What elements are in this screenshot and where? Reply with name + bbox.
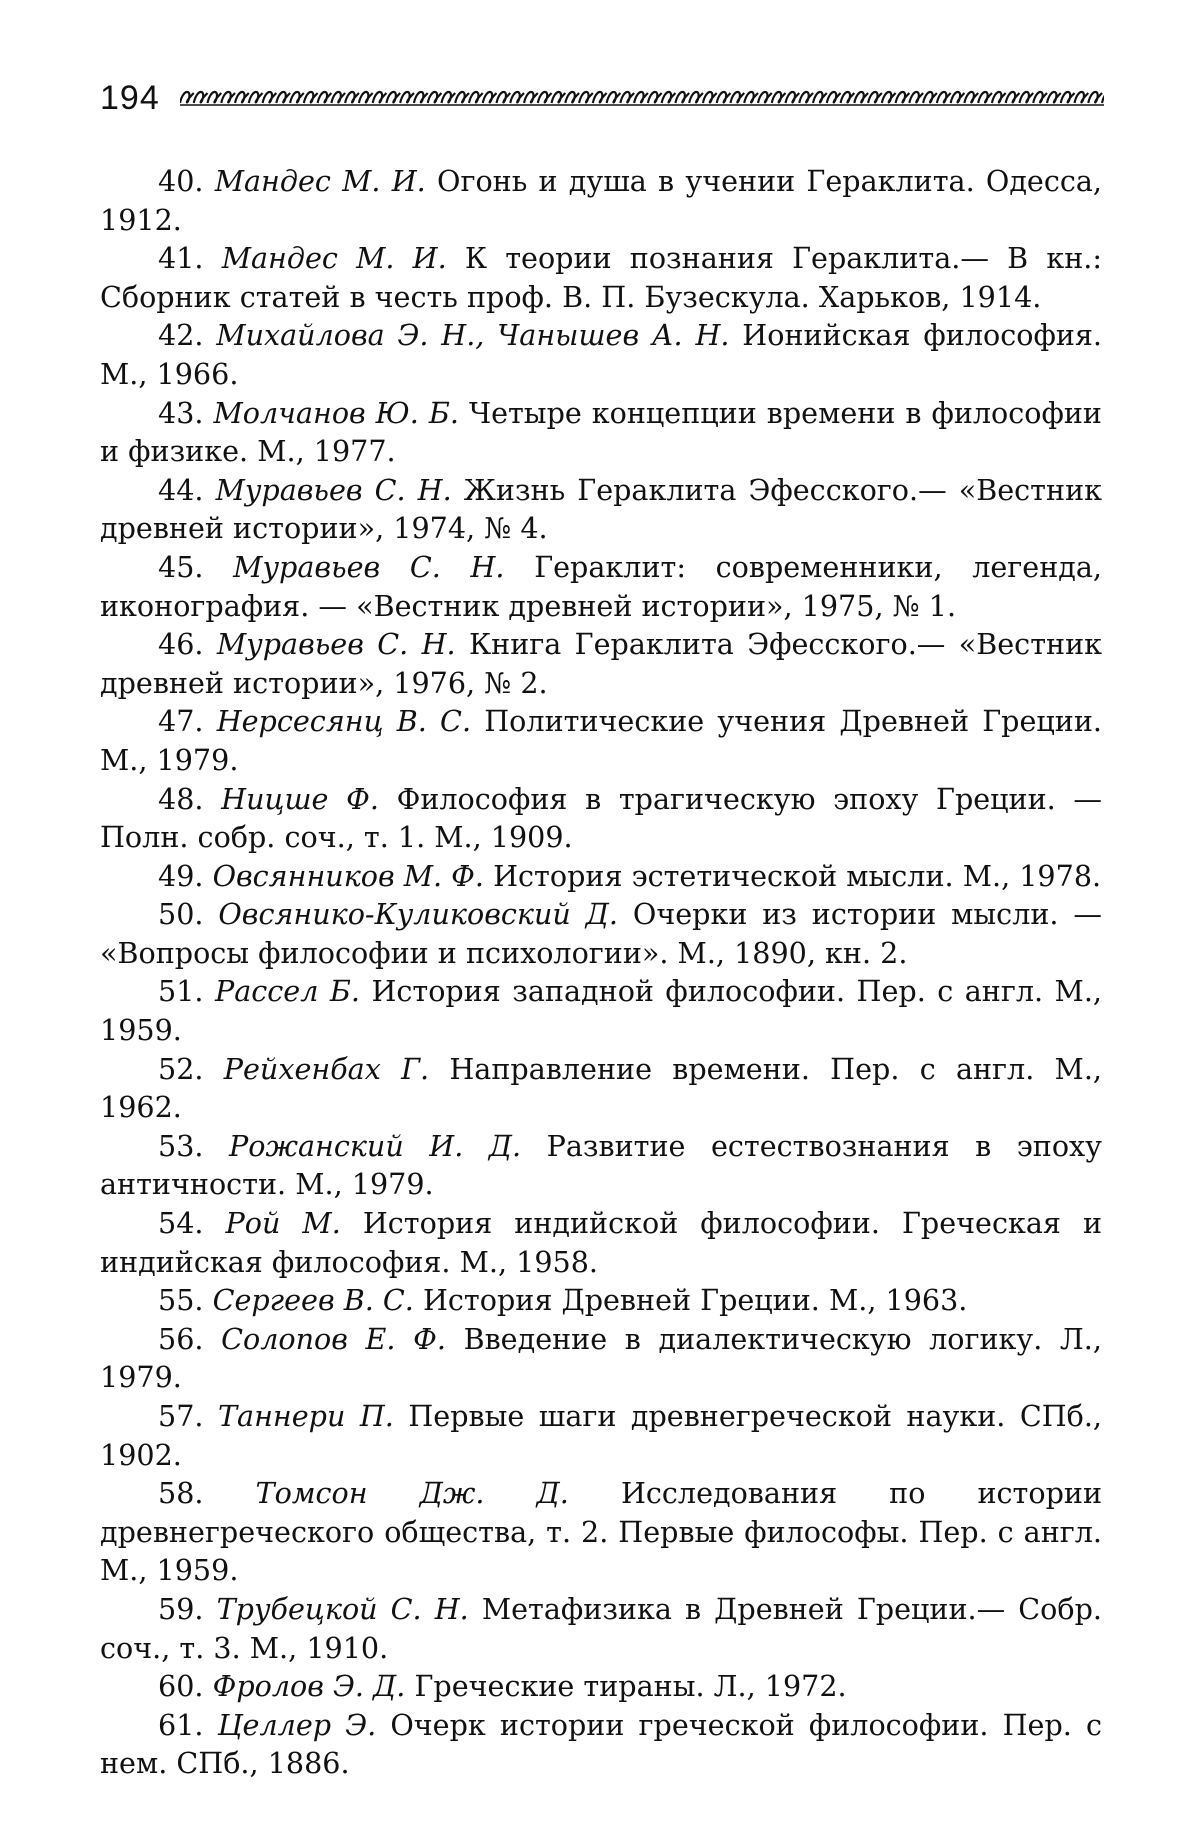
entry-text: История западной философии. Пер. с англ. М., 1959. bbox=[100, 974, 1102, 1048]
entry-number: 40. bbox=[158, 164, 204, 198]
entry-number: 44. bbox=[158, 472, 204, 507]
entry-author: Муравьев С. Н. bbox=[216, 627, 456, 662]
bibliography-entry bbox=[100, 1706, 1102, 1783]
entry-text: Развитие естествознания в эпоху античности. М., 1979. bbox=[100, 1128, 1102, 1202]
entry-text: Греческие тираны. Л., 1972. bbox=[414, 1669, 847, 1704]
entry-text: Четыре концепции времени в философии и физике. М., 1977. bbox=[100, 395, 1102, 469]
entry-number: 45. bbox=[158, 549, 204, 584]
entry-text: История эстетической мысли. М., 1978. bbox=[493, 858, 1102, 893]
bibliography-entry bbox=[100, 1397, 1102, 1474]
bibliography-entry bbox=[100, 972, 1102, 1049]
bibliography-entry bbox=[100, 1127, 1102, 1204]
entry-text: Философия в трагическую эпоху Греции. — Полн. собр. соч., т. 1. М., 1909. bbox=[100, 781, 1103, 855]
entry-author: Сергеев В. С. bbox=[212, 1283, 414, 1318]
page-number: 194 bbox=[100, 79, 160, 117]
decorative-rule-ornament bbox=[180, 87, 1104, 109]
entry-number: 55. bbox=[158, 1283, 204, 1318]
entry-author: Мандес М. И. bbox=[214, 164, 426, 198]
entry-number: 42. bbox=[158, 318, 204, 353]
entry-number: 47. bbox=[158, 704, 204, 739]
entry-number: 51. bbox=[158, 974, 204, 1009]
entry-author: Нерсесянц В. С. bbox=[216, 704, 472, 739]
bibliography-entry bbox=[100, 316, 1102, 393]
entry-text: Политические учения Древней Греции. М., 1979. bbox=[100, 704, 1102, 777]
entry-author: Рожанский И. Д. bbox=[229, 1128, 522, 1163]
entry-text: К теории познания Гераклита.— В кн.: Сборник статей в честь проф. В. П. Бузескула. Харьков, 1914. bbox=[100, 241, 1103, 314]
entry-text: История Древней Греции. М., 1963. bbox=[422, 1283, 968, 1318]
bibliography-entry bbox=[100, 1667, 1102, 1706]
entry-number: 60. bbox=[158, 1669, 204, 1704]
entry-text: Первые шаги древнегреческой науки. СПб., 1902. bbox=[100, 1399, 1103, 1472]
entry-number: 53. bbox=[158, 1128, 204, 1163]
entry-author: Михайлова Э. Н., Чанышев А. Н. bbox=[216, 318, 730, 353]
bibliography-entry bbox=[100, 702, 1102, 779]
entry-author: Рейхенбах Г. bbox=[223, 1051, 430, 1086]
bibliography-entry bbox=[100, 471, 1102, 548]
entry-text: Жизнь Гераклита Эфесского.— «Вестник древней истории», 1974, № 4. bbox=[100, 472, 1102, 546]
entry-number: 49. bbox=[158, 858, 204, 893]
entry-number: 54. bbox=[158, 1206, 204, 1241]
entry-number: 46. bbox=[158, 627, 204, 662]
bibliography-entry bbox=[100, 625, 1102, 702]
entry-author: Фролов Э. Д. bbox=[212, 1669, 406, 1704]
entry-author: Рой М. bbox=[225, 1206, 341, 1241]
bibliography-entry bbox=[100, 1050, 1102, 1127]
entry-text: Ионийская философия. М., 1966. bbox=[100, 318, 1103, 391]
bibliography-entry bbox=[100, 548, 1102, 625]
entry-number: 48. bbox=[158, 781, 204, 816]
bibliography-list bbox=[100, 162, 1102, 1783]
entry-text: Исследования по истории древнегреческого общества, т. 2. Первые философы. Пер. с англ. М., 1959. bbox=[100, 1476, 1103, 1588]
entry-author: Муравьев С. Н. bbox=[215, 472, 452, 507]
entry-number: 50. bbox=[158, 897, 204, 932]
entry-author: Муравьев С. Н. bbox=[233, 549, 505, 584]
entry-number: 61. bbox=[158, 1707, 204, 1742]
bibliography-entry bbox=[100, 857, 1102, 896]
entry-number: 59. bbox=[158, 1591, 204, 1626]
bibliography-entry bbox=[100, 780, 1102, 857]
bibliography-entry bbox=[100, 1474, 1102, 1590]
entry-text: Направление времени. Пер. с англ. М., 1962. bbox=[100, 1051, 1103, 1125]
entry-author: Солопов Е. Ф. bbox=[221, 1321, 446, 1356]
entry-author: Молчанов Ю. Б. bbox=[213, 395, 459, 430]
bibliography-entry bbox=[100, 394, 1102, 471]
bibliography-entry bbox=[100, 1281, 1102, 1320]
entry-author: Мандес М. И. bbox=[221, 241, 447, 276]
entry-author: Ницше Ф. bbox=[221, 781, 379, 816]
entry-text: Очерк истории греческой философии. Пер. с нем. СПб., 1886. bbox=[100, 1707, 1102, 1781]
bibliography-entry bbox=[100, 162, 1102, 239]
entry-number: 58. bbox=[158, 1476, 204, 1511]
entry-author: Томсон Дж. Д. bbox=[255, 1476, 569, 1511]
entry-text: Гераклит: современники, легенда, иконография. — «Вестник древней истории», 1975, № 1. bbox=[100, 549, 1103, 623]
entry-author: Рассел Б. bbox=[214, 974, 360, 1009]
entry-author: Овсянников М. Ф. bbox=[212, 858, 484, 893]
entry-author: Таннери П. bbox=[217, 1399, 394, 1433]
entry-number: 41. bbox=[158, 241, 204, 276]
bibliography-entry bbox=[100, 1320, 1102, 1397]
entry-number: 43. bbox=[158, 395, 204, 430]
bibliography-entry bbox=[100, 1204, 1102, 1281]
entry-number: 57. bbox=[158, 1399, 204, 1433]
bibliography-entry bbox=[100, 895, 1102, 972]
entry-text: Введение в диалектическую логику. Л., 1979. bbox=[100, 1321, 1102, 1395]
entry-author: Целлер Э. bbox=[217, 1707, 377, 1742]
running-header bbox=[100, 78, 1104, 118]
entry-number: 56. bbox=[158, 1321, 204, 1356]
bibliography-entry bbox=[100, 239, 1102, 316]
entry-text: Огонь и душа в учении Гераклита. Одесса, 1912. bbox=[100, 164, 1103, 237]
entry-text: Книга Гераклита Эфесского.— «Вестник древней истории», 1976, № 2. bbox=[100, 627, 1103, 700]
entry-text: Очерки из истории мысли. — «Вопросы философии и психологии». М., 1890, кн. 2. bbox=[100, 897, 1102, 970]
entry-number: 52. bbox=[158, 1051, 204, 1086]
entry-author: Овсянико-Куликовский Д. bbox=[218, 897, 618, 932]
entry-text: Метафизика в Древней Греции.— Собр. соч., т. 3. М., 1910. bbox=[100, 1591, 1102, 1665]
entry-text: История индийской философии. Греческая и индийская философия. М., 1958. bbox=[100, 1206, 1103, 1279]
bibliography-entry bbox=[100, 1590, 1102, 1667]
entry-author: Трубецкой С. Н. bbox=[216, 1591, 469, 1626]
